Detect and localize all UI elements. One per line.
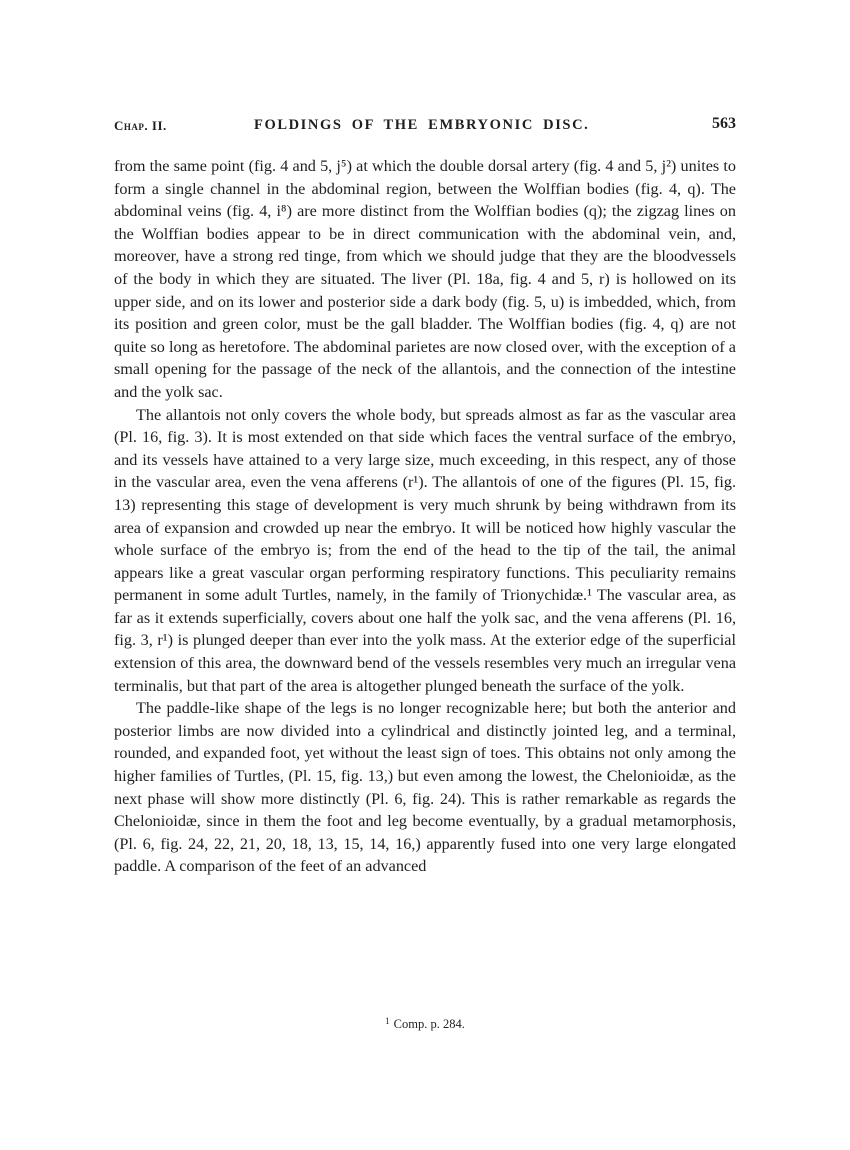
footnote-marker: 1 [385, 1016, 390, 1026]
body-text [114, 155, 736, 878]
page-title: FOLDINGS OF THE EMBRYONIC DISC. [254, 117, 590, 133]
running-head [114, 112, 736, 142]
paragraph-3: The paddle-like shape of the legs is no longer recognizable here; but both the anterior and posterior limbs are now divided into a cylindrical and distinctly jointed leg, and a terminal, rounded, and expanded foot, yet without the least sign of toes. This obtains not only among the higher families of Turtles, (Pl. 15, fig. 13,) but even among the lowest, the Chelonioidæ, as the next phase will show more distinctly (Pl. 6, fig. 24). This is rather remarkable as regards the Chelonioidæ, since in them the foot and leg become eventually, by a gradual metamorphosis, (Pl. 6, fig. 24, 22, 21, 20, 18, 13, 15, 14, 16,) apparently fused into one very large elongated paddle. A comparison of the feet of an advanced [114, 699, 736, 876]
footnote [0, 1016, 850, 1032]
footnote-text: Comp. p. 284. [393, 1017, 465, 1031]
paragraph-1: from the same point (fig. 4 and 5, j⁵) at which the double dorsal artery (fig. 4 and 5, j²) unites to form a single channel in the abdominal region, between the Wolffian bodies (fig. 4, q). The abdominal veins (fig. 4, i⁸) are more distinct from the Wolffian bodies (q); the zigzag lines on the Wolffian bodies appear to be in direct communication with the abdominal vein, and, moreover, have a strong red tinge, from which we should judge that they are the bloodvessels of the body in which they are situated. The liver (Pl. 18a, fig. 4 and 5, r) is hollowed on its upper side, and on its lower and posterior side a dark body (fig. 5, u) is imbedded, which, from its position and green color, must be the gall bladder. The Wolffian bodies (fig. 4, q) are not quite so long as heretofore. The abdominal parietes are now closed over, with the exception of a small opening for the passage of the neck of the allantois, and the connection of the intestine and the yolk sac. [114, 157, 736, 401]
paragraph-2: The allantois not only covers the whole body, but spreads almost as far as the vascular area (Pl. 16, fig. 3). It is most extended on that side which faces the ventral surface of the embryo, and its vessels have attained to a very large size, much exceeding, in this respect, any of those in the vascular area, even the vena afferens (r¹). The allantois of one of the figures (Pl. 15, fig. 13) representing this stage of development is very much shrunk by being withdrawn from its area of expansion and crowded up near the embryo. It will be noticed how highly vascular the whole surface of the embryo is; from the end of the head to the tip of the tail, the animal appears like a great vascular organ performing respiratory functions. This peculiarity remains permanent in some adult Turtles, namely, in the family of Trionychidæ.¹ The vascular area, as far as it extends superficially, covers about one half the yolk sac, and the vena afferens (Pl. 16, fig. 3, r¹) is plunged deeper than ever into the yolk mass. At the exterior edge of the superficial extension of this area, the downward bend of the vessels resembles very much an irregular vena terminalis, but that part of the area is altogether plunged beneath the surface of the yolk. [114, 405, 736, 695]
chapter-label: Chap. II. [114, 118, 167, 133]
page-number: 563 [712, 115, 736, 132]
